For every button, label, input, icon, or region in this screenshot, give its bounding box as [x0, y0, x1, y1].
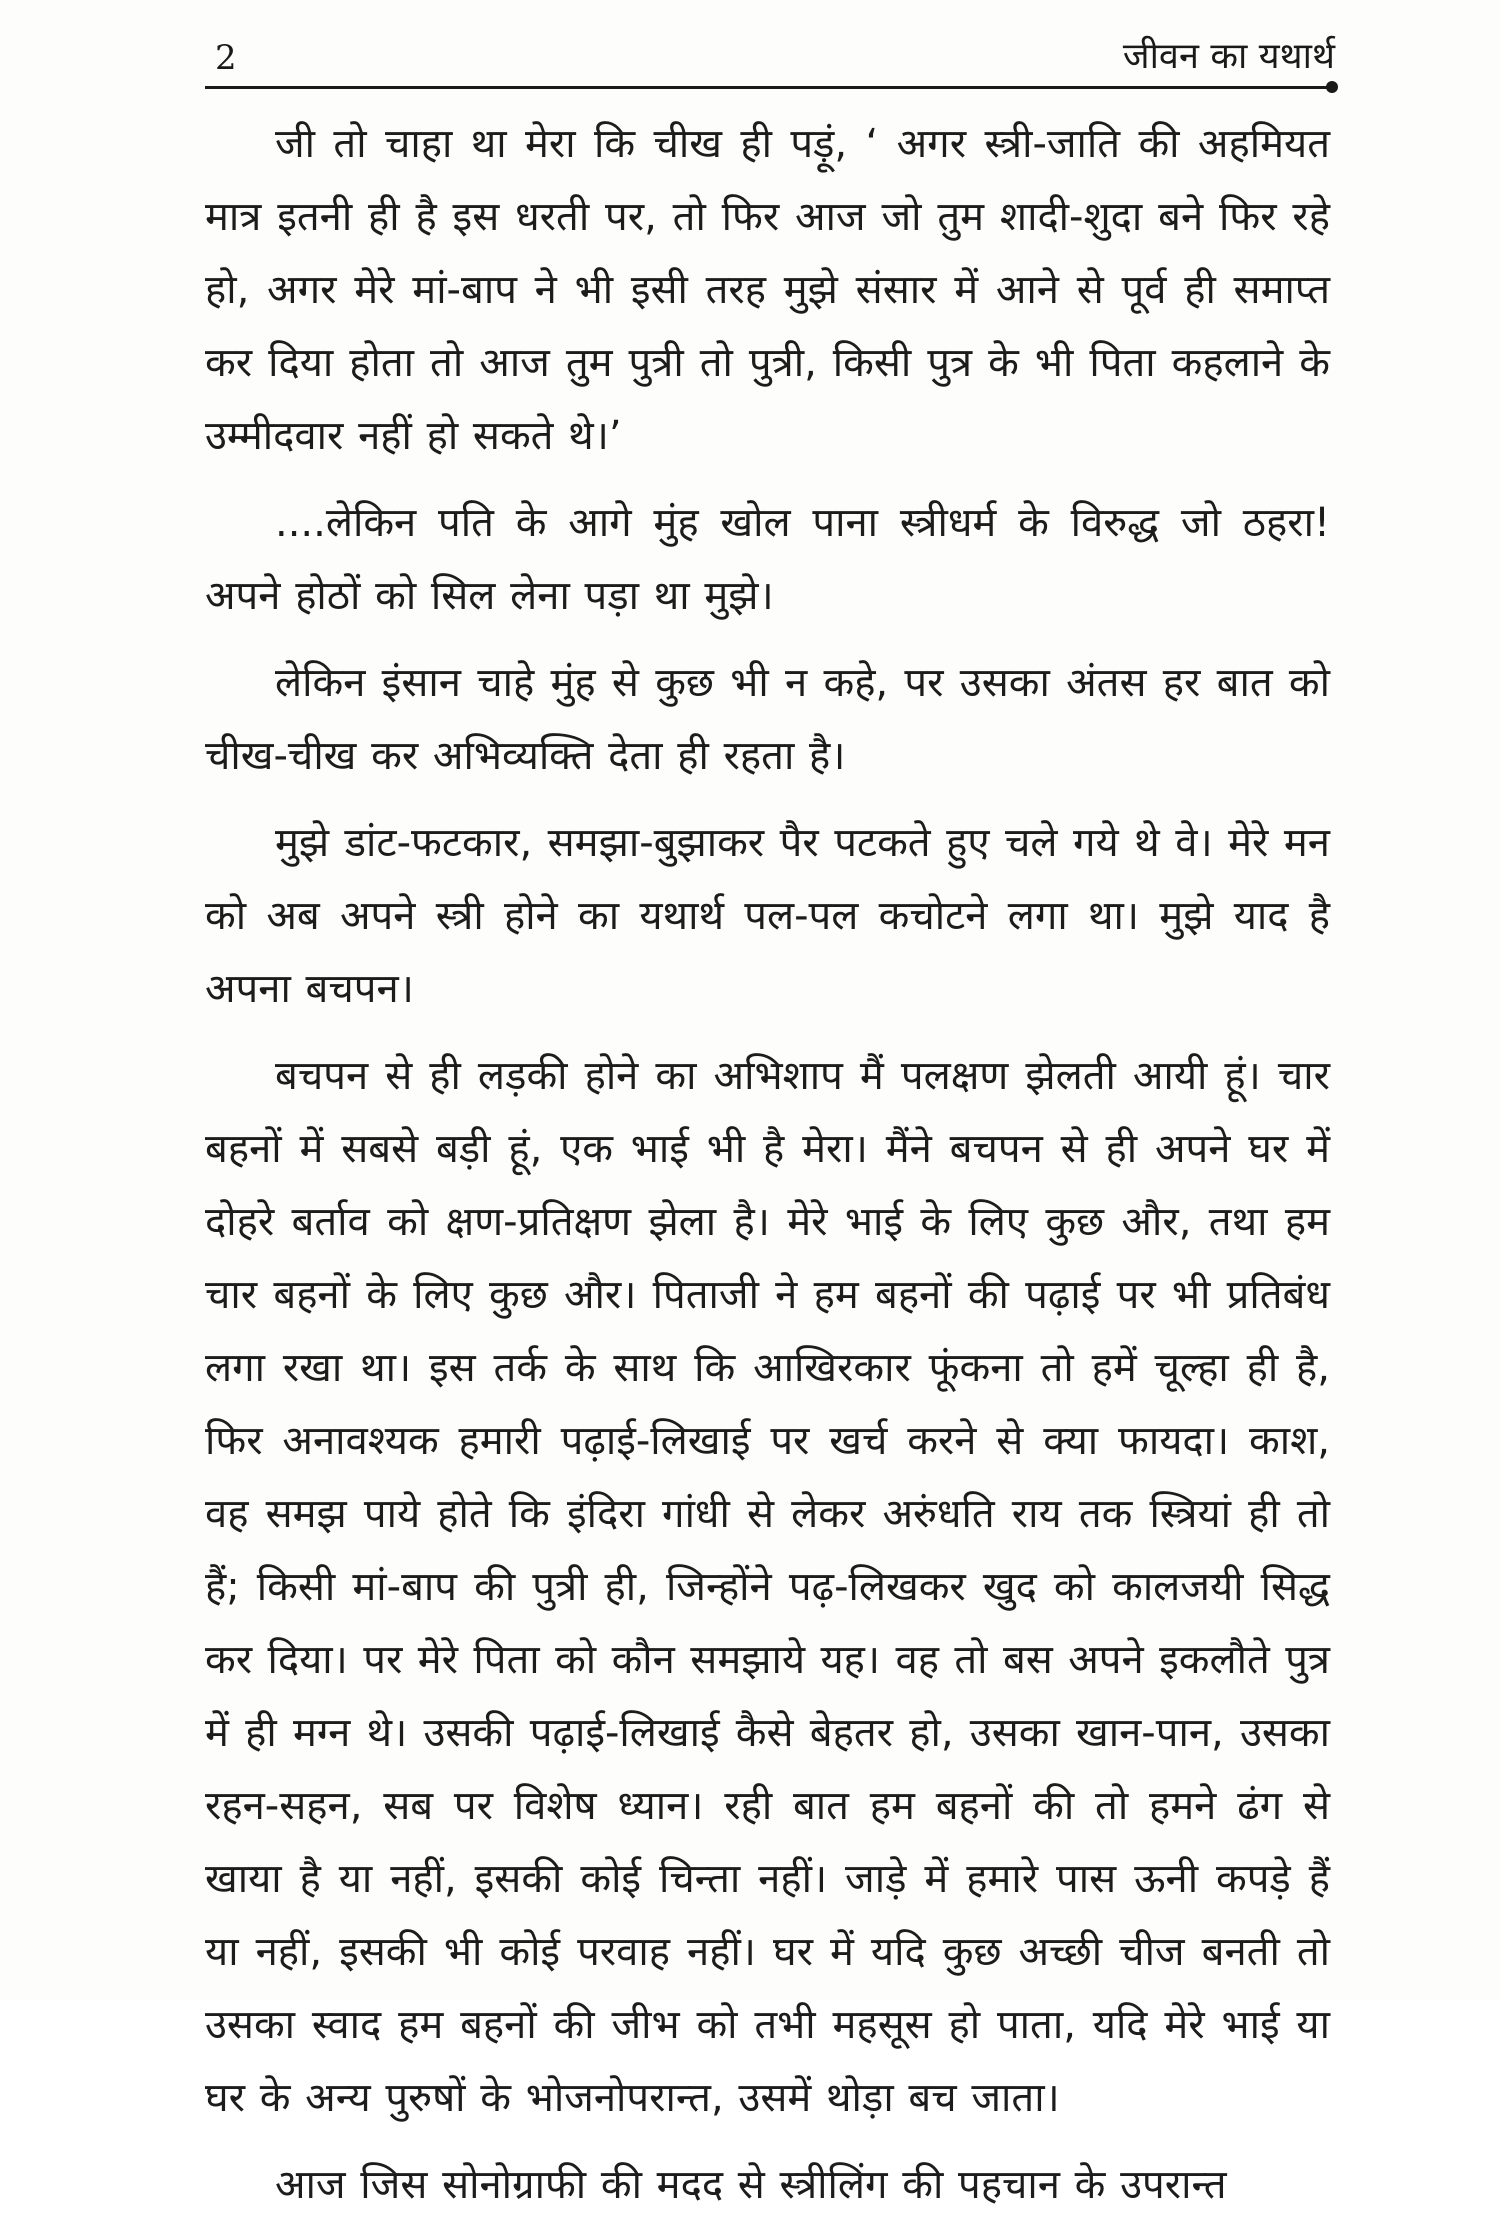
header-rule: [205, 86, 1331, 89]
paragraph-6: आज जिस सोनोग्राफी की मदद से स्त्रीलिंग की पहचान के उपरान्त: [275, 2162, 1227, 2208]
paragraph-5: बचपन से ही लड़की होने का अभिशाप मैं पलक्षण झेलती आयी हूं। चार बहनों में सबसे बड़ी हूं, एक भाई भी है मेरा। मैंने बचपन से ही अपने घर में दोहरे बर्ताव को क्षण-प्रतिक्षण झेला है। मेरे भाई के लिए कुछ और, तथा हम चार बहनों के लिए कुछ और। पिताजी ने हम बहनों की पढ़ाई पर भी प्रतिबंध लगा रखा था। इस तर्क के साथ कि आखिरकार फूंकना तो हमें चूल्हा ही है, फिर अनावश्यक हमारी पढ़ाई-लिखाई पर खर्च करने से क्या फायदा। काश, वह समझ पाये होते कि इंदिरा गांधी से लेकर अरुंधति राय तक स्त्रियां ही तो हैं; किसी मां-बाप की पुत्री ही, जिन्होंने पढ़-लिखकर खुद को कालजयी सिद्ध कर दिया। पर मेरे पिता को कौन समझाये यह। वह तो बस अपने इकलौते पुत्र में ही मग्न थे। उसकी पढ़ाई-लिखाई कैसे बेहतर हो, उसका खान-पान, उसका रहन-सहन, सब पर विशेष ध्यान। रही बात हम बहनों की तो हमने ढंग से खाया है या नहीं, इसकी कोई चिन्ता नहीं। जाड़े में हमारे पास ऊनी कपड़े हैं या नहीं, इसकी भी कोई परवाह नहीं। घर में यदि कुछ अच्छी चीज बनती तो उसका स्वाद हम बहनों की जीभ को तभी महसूस हो पाता, यदि मेरे भाई या घर के अन्य पुरुषों के भोजनोपरान्त, उसमें थोड़ा बच जाता।: [205, 1053, 1330, 2121]
running-title: जीवन का यथार्थ: [1122, 36, 1335, 77]
paragraph-1: जी तो चाहा था मेरा कि चीख ही पड़ूं, ‘ अगर स्त्री-जाति की अहमियत मात्र इतनी ही है इस धरती पर, तो फिर आज जो तुम शादी-शुदा बने फिर रहे हो, अगर मेरे मां-बाप ने भी इसी तरह मुझे संसार में आने से पूर्व ही समाप्त कर दिया होता तो आज तुम पुत्री तो पुत्री, किसी पुत्र के भी पिता कहलाने के उम्मीदवार नहीं हो सकते थे।’: [205, 121, 1330, 459]
page-number: 2: [215, 38, 237, 78]
paragraph-4: मुझे डांट-फटकार, समझा-बुझाकर पैर पटकते हुए चले गये थे वे। मेरे मन को अब अपने स्त्री होने का यथार्थ पल-पल कचोटने लगा था। मुझे याद है अपना बचपन।: [205, 820, 1330, 1012]
paragraph-3: लेकिन इंसान चाहे मुंह से कुछ भी न कहे, पर उसका अंतस हर बात को चीख-चीख कर अभिव्यक्ति देता ही रहता है।: [205, 660, 1330, 779]
body-text: [205, 108, 1330, 2236]
paragraph-2: ....लेकिन पति के आगे मुंह खोल पाना स्त्रीधर्म के विरुद्ध जो ठहरा! अपने होठों को सिल लेना पड़ा था मुझे।: [205, 500, 1330, 619]
page-header: [205, 30, 1335, 90]
header-rule-dot: [1326, 81, 1338, 93]
